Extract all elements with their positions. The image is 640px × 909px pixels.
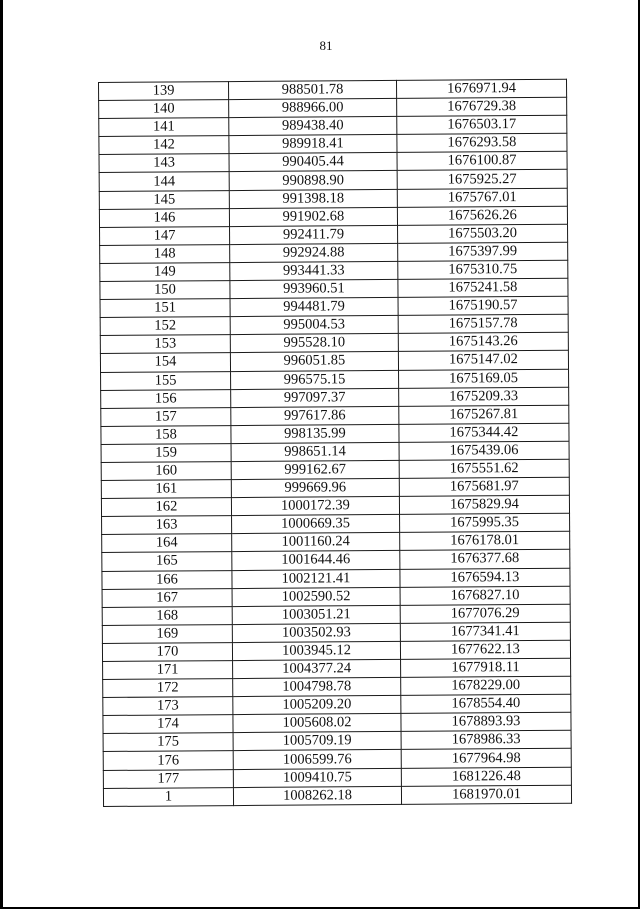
point-number-cell: 140 bbox=[99, 100, 229, 119]
point-number-cell: 157 bbox=[101, 407, 231, 426]
y-coordinate-cell: 1675681.97 bbox=[399, 477, 569, 496]
x-coordinate-cell: 1009410.75 bbox=[233, 768, 401, 787]
point-number-cell: 171 bbox=[103, 661, 233, 680]
coordinate-table-wrapper bbox=[98, 79, 571, 807]
x-coordinate-cell: 992924.88 bbox=[230, 243, 398, 262]
point-number-cell: 177 bbox=[103, 769, 233, 788]
point-number-cell: 159 bbox=[101, 443, 231, 462]
y-coordinate-cell: 1675169.05 bbox=[399, 369, 569, 388]
y-coordinate-cell: 1678554.40 bbox=[401, 694, 571, 713]
point-number-cell: 142 bbox=[99, 136, 229, 155]
y-coordinate-cell: 1675190.57 bbox=[398, 296, 568, 315]
x-coordinate-cell: 1005709.19 bbox=[233, 732, 401, 751]
scan-edge-left bbox=[0, 0, 3, 909]
point-number-cell: 156 bbox=[101, 389, 231, 408]
point-number-cell: 149 bbox=[100, 263, 230, 282]
point-number-cell: 144 bbox=[99, 172, 229, 191]
y-coordinate-cell: 1676594.13 bbox=[400, 568, 570, 587]
point-number-cell: 173 bbox=[103, 697, 233, 716]
x-coordinate-cell: 1002590.52 bbox=[232, 587, 400, 606]
x-coordinate-cell: 997097.37 bbox=[231, 388, 399, 407]
y-coordinate-cell: 1675344.42 bbox=[399, 423, 569, 442]
x-coordinate-cell: 1001160.24 bbox=[232, 533, 400, 552]
x-coordinate-cell: 1008262.18 bbox=[233, 786, 401, 805]
point-number-cell: 155 bbox=[101, 371, 231, 390]
y-coordinate-cell: 1678229.00 bbox=[401, 676, 571, 695]
point-number-cell: 160 bbox=[101, 462, 231, 481]
x-coordinate-cell: 1005608.02 bbox=[233, 714, 401, 733]
y-coordinate-cell: 1677076.29 bbox=[400, 604, 570, 623]
y-coordinate-cell: 1675626.26 bbox=[397, 206, 567, 225]
y-coordinate-cell: 1681970.01 bbox=[401, 785, 571, 804]
x-coordinate-cell: 991902.68 bbox=[229, 207, 397, 226]
point-number-cell: 158 bbox=[101, 425, 231, 444]
x-coordinate-cell: 1003945.12 bbox=[232, 641, 400, 660]
page-number: 81 bbox=[319, 38, 333, 53]
x-coordinate-cell: 997617.86 bbox=[231, 406, 399, 425]
point-number-cell: 1 bbox=[103, 787, 233, 806]
point-number-cell: 165 bbox=[102, 552, 232, 571]
point-number-cell: 161 bbox=[101, 480, 231, 499]
y-coordinate-cell: 1677918.11 bbox=[401, 658, 571, 677]
x-coordinate-cell: 993441.33 bbox=[230, 261, 398, 280]
point-number-cell: 141 bbox=[99, 118, 229, 137]
x-coordinate-cell: 1001644.46 bbox=[232, 551, 400, 570]
x-coordinate-cell: 990405.44 bbox=[229, 153, 397, 172]
point-number-cell: 152 bbox=[100, 317, 230, 336]
y-coordinate-cell: 1675147.02 bbox=[398, 351, 568, 370]
x-coordinate-cell: 998135.99 bbox=[231, 424, 399, 443]
x-coordinate-cell: 995004.53 bbox=[230, 316, 398, 335]
point-number-cell: 166 bbox=[102, 570, 232, 589]
x-coordinate-cell: 999162.67 bbox=[231, 460, 399, 479]
point-number-cell: 151 bbox=[100, 299, 230, 318]
y-coordinate-cell: 1675157.78 bbox=[398, 314, 568, 333]
y-coordinate-cell: 1676377.68 bbox=[400, 550, 570, 569]
point-number-cell: 153 bbox=[100, 335, 230, 354]
table-row bbox=[103, 785, 571, 806]
coordinate-table-body bbox=[99, 79, 572, 806]
point-number-cell: 167 bbox=[102, 588, 232, 607]
point-number-cell: 172 bbox=[103, 679, 233, 698]
point-number-cell: 162 bbox=[101, 498, 231, 517]
x-coordinate-cell: 1006599.76 bbox=[233, 750, 401, 769]
x-coordinate-cell: 990898.90 bbox=[229, 171, 397, 190]
x-coordinate-cell: 988966.00 bbox=[229, 99, 397, 118]
y-coordinate-cell: 1678986.33 bbox=[401, 731, 571, 750]
x-coordinate-cell: 996051.85 bbox=[230, 352, 398, 371]
y-coordinate-cell: 1681226.48 bbox=[401, 767, 571, 786]
y-coordinate-cell: 1675995.35 bbox=[400, 513, 570, 532]
y-coordinate-cell: 1676729.38 bbox=[397, 97, 567, 116]
y-coordinate-cell: 1677341.41 bbox=[400, 622, 570, 641]
point-number-cell: 176 bbox=[103, 751, 233, 770]
point-number-cell: 175 bbox=[103, 733, 233, 752]
point-number-cell: 169 bbox=[102, 624, 232, 643]
y-coordinate-cell: 1677964.98 bbox=[401, 749, 571, 768]
point-number-cell: 146 bbox=[99, 208, 229, 227]
x-coordinate-cell: 989438.40 bbox=[229, 117, 397, 136]
x-coordinate-cell: 1004798.78 bbox=[233, 677, 401, 696]
y-coordinate-cell: 1675209.33 bbox=[399, 387, 569, 406]
y-coordinate-cell: 1676100.87 bbox=[397, 152, 567, 171]
y-coordinate-cell: 1676178.01 bbox=[400, 532, 570, 551]
point-number-cell: 163 bbox=[102, 516, 232, 535]
y-coordinate-cell: 1675310.75 bbox=[398, 260, 568, 279]
x-coordinate-cell: 996575.15 bbox=[231, 370, 399, 389]
x-coordinate-cell: 992411.79 bbox=[230, 225, 398, 244]
x-coordinate-cell: 988501.78 bbox=[229, 80, 397, 99]
point-number-cell: 150 bbox=[100, 281, 230, 300]
point-number-cell: 143 bbox=[99, 154, 229, 173]
x-coordinate-cell: 1003502.93 bbox=[232, 623, 400, 642]
x-coordinate-cell: 1002121.41 bbox=[232, 569, 400, 588]
x-coordinate-cell: 1000172.39 bbox=[231, 497, 399, 516]
y-coordinate-cell: 1675829.94 bbox=[399, 495, 569, 514]
point-number-cell: 164 bbox=[102, 534, 232, 553]
x-coordinate-cell: 998651.14 bbox=[231, 442, 399, 461]
y-coordinate-cell: 1678893.93 bbox=[401, 712, 571, 731]
x-coordinate-cell: 999669.96 bbox=[231, 478, 399, 497]
y-coordinate-cell: 1675397.99 bbox=[398, 242, 568, 261]
y-coordinate-cell: 1675143.26 bbox=[398, 333, 568, 352]
y-coordinate-cell: 1675925.27 bbox=[397, 170, 567, 189]
y-coordinate-cell: 1675439.06 bbox=[399, 441, 569, 460]
y-coordinate-cell: 1676827.10 bbox=[400, 586, 570, 605]
x-coordinate-cell: 1000669.35 bbox=[232, 515, 400, 534]
y-coordinate-cell: 1675767.01 bbox=[397, 188, 567, 207]
x-coordinate-cell: 1003051.21 bbox=[232, 605, 400, 624]
y-coordinate-cell: 1675241.58 bbox=[398, 278, 568, 297]
x-coordinate-cell: 1004377.24 bbox=[233, 659, 401, 678]
x-coordinate-cell: 991398.18 bbox=[229, 189, 397, 208]
x-coordinate-cell: 993960.51 bbox=[230, 279, 398, 298]
point-number-cell: 170 bbox=[102, 642, 232, 661]
point-number-cell: 139 bbox=[99, 82, 229, 101]
point-number-cell: 154 bbox=[100, 353, 230, 372]
x-coordinate-cell: 994481.79 bbox=[230, 298, 398, 317]
y-coordinate-cell: 1676503.17 bbox=[397, 115, 567, 134]
y-coordinate-cell: 1677622.13 bbox=[400, 640, 570, 659]
y-coordinate-cell: 1675503.20 bbox=[398, 224, 568, 243]
point-number-cell: 174 bbox=[103, 715, 233, 734]
y-coordinate-cell: 1675267.81 bbox=[399, 405, 569, 424]
point-number-cell: 168 bbox=[102, 606, 232, 625]
y-coordinate-cell: 1676293.58 bbox=[397, 134, 567, 153]
point-number-cell: 148 bbox=[100, 244, 230, 263]
point-number-cell: 145 bbox=[99, 190, 229, 209]
x-coordinate-cell: 989918.41 bbox=[229, 135, 397, 154]
point-number-cell: 147 bbox=[100, 226, 230, 245]
x-coordinate-cell: 1005209.20 bbox=[233, 696, 401, 715]
y-coordinate-cell: 1676971.94 bbox=[396, 79, 566, 98]
coordinate-table bbox=[98, 79, 572, 807]
y-coordinate-cell: 1675551.62 bbox=[399, 459, 569, 478]
x-coordinate-cell: 995528.10 bbox=[230, 334, 398, 353]
